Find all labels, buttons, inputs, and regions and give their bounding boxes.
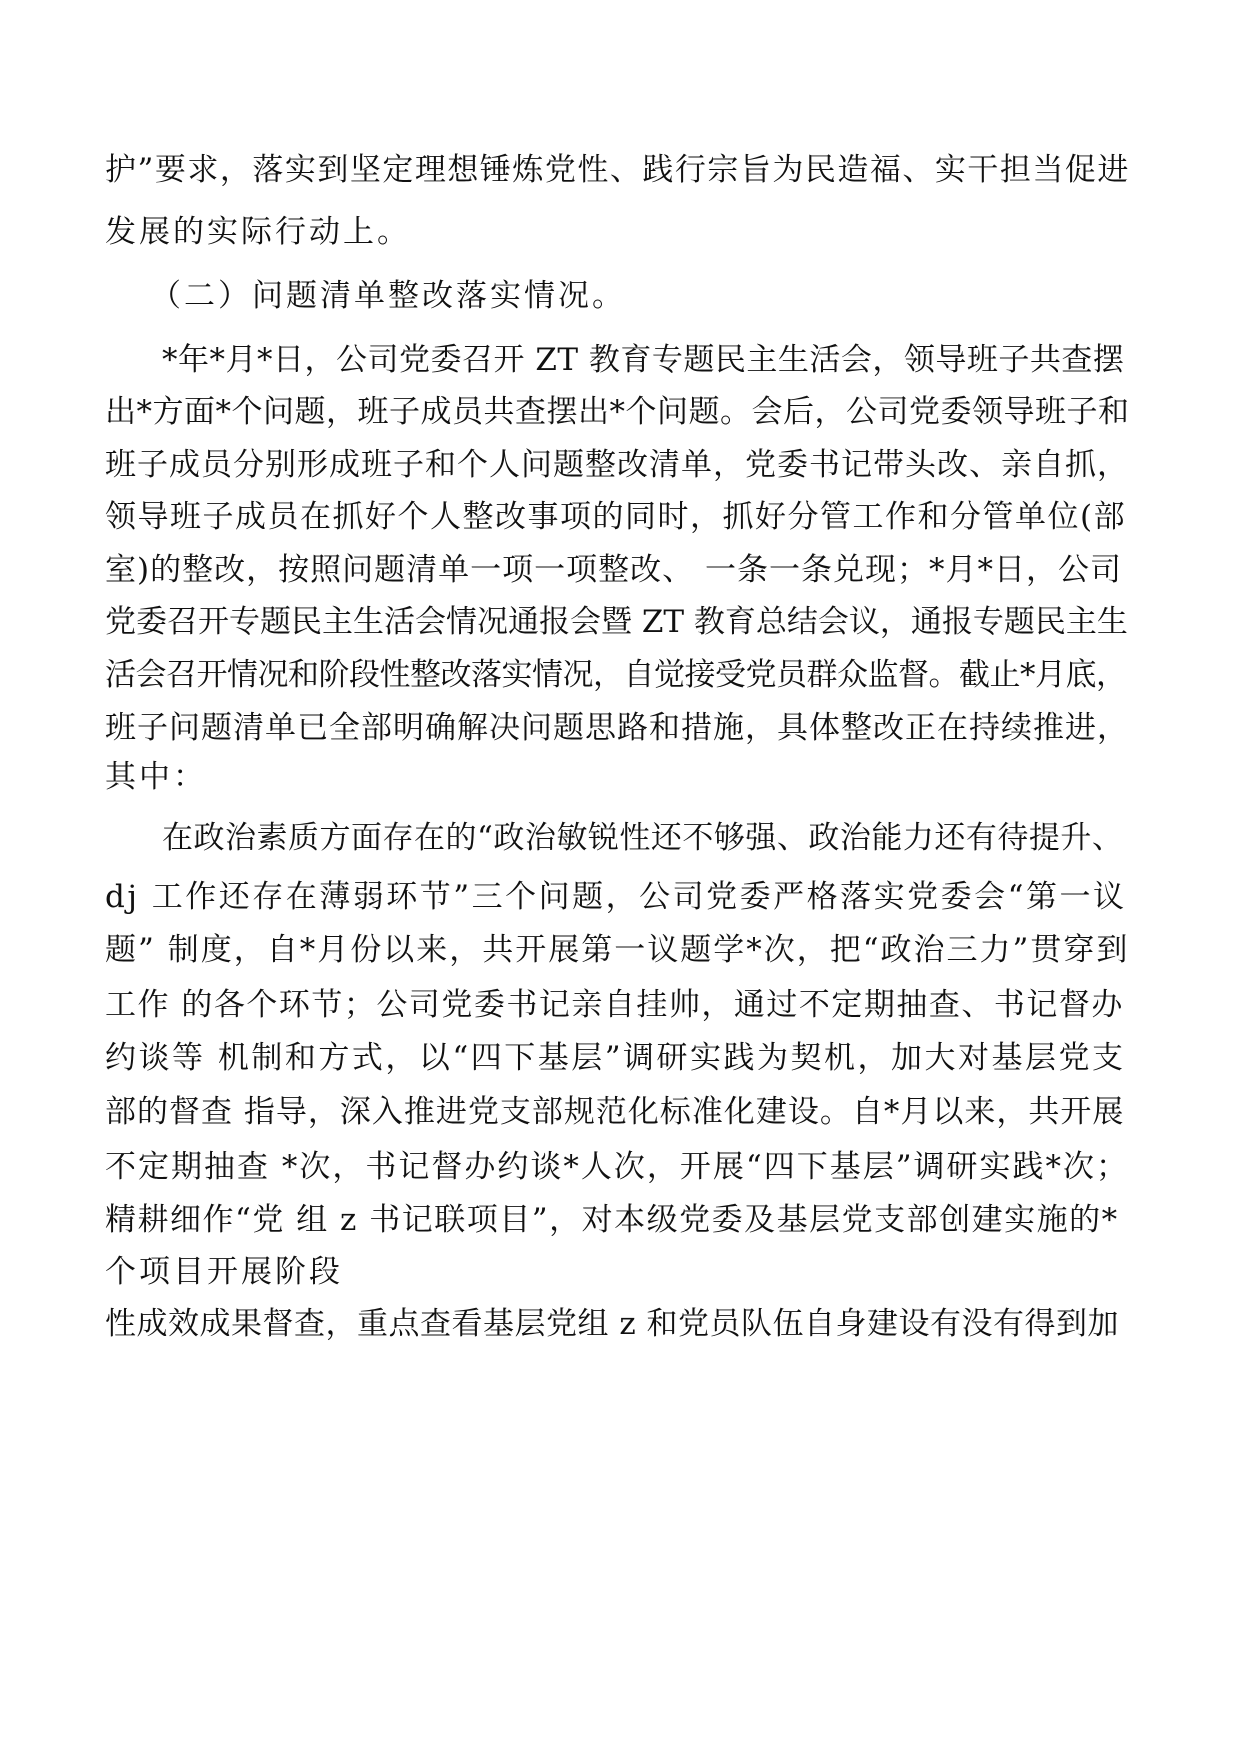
text-line-18: 部的督查 指导，深入推进党支部规范化标准化建设。自*月以来，共开展 — [105, 1094, 1125, 1130]
text-line-6: 班子成员分别形成班子和个人问题整改清单，党委书记带头改、亲自抓， — [105, 447, 1129, 483]
text-line-10: 活会召开情况和阶段性整改落实情况，自觉接受党员群众监督。截止*月底， — [105, 657, 1127, 693]
text-line-7: 领导班子成员在抓好个人整改事项的同时，抓好分管工作和分管单位(部 — [105, 499, 1127, 535]
text-line-16: 工作 的各个环节；公司党委书记亲自挂帅，通过不定期抽查、书记督办 — [105, 987, 1124, 1023]
text-line-13: 在政治素质方面存在的“政治敏锐性还不够强、政治能力还有待提升、 — [162, 820, 1124, 856]
text-line-22: 性成效成果督查，重点查看基层党组 z 和党员队伍自身建设有没有得到加 — [105, 1306, 1120, 1342]
text-line-14: dj 工作还存在薄弱环节”三个问题，公司党委严格落实党委会“第一议 — [105, 879, 1127, 915]
text-line-20: 精耕细作“党 组 z 书记联项目”，对本级党委及基层党支部创建实施的* — [105, 1202, 1119, 1238]
section-heading: （二）问题清单整改落实情况。 — [150, 278, 626, 314]
text-line-17: 约谈等 机制和方式，以“四下基层”调研实践为契机，加大对基层党支 — [105, 1040, 1126, 1076]
text-line-1: 护”要求，落实到坚定理想锤炼党性、践行宗旨为民造福、实干担当促进 — [105, 152, 1130, 188]
text-line-8: 室)的整改，按照问题清单一项一项整改、 一条一条兑现；*月*日，公司 — [105, 552, 1122, 588]
text-line-12: 其中： — [105, 759, 207, 795]
text-line-4: *年*月*日，公司党委召开 ZT 教育专题民主生活会，领导班子共查摆 — [162, 342, 1125, 378]
text-line-5: 出*方面*个问题，班子成员共查摆出*个问题。会后，公司党委领导班子和 — [105, 394, 1130, 430]
text-line-21: 个项目开展阶段 — [105, 1254, 343, 1290]
text-line-19: 不定期抽查 *次，书记督办约谈*人次，开展“四下基层”调研实践*次； — [105, 1149, 1130, 1185]
text-line-2: 发展的实际行动上。 — [105, 214, 411, 250]
text-line-15: 题” 制度，自*月份以来，共开展第一议题学*次，把“政治三力”贯穿到 — [105, 932, 1130, 968]
text-line-9: 党委召开专题民主生活会情况通报会暨 ZT 教育总结会议，通报专题民主生 — [105, 604, 1128, 640]
text-line-11: 班子问题清单已全部明确解决问题思路和措施，具体整改正在持续推进， — [105, 710, 1129, 746]
